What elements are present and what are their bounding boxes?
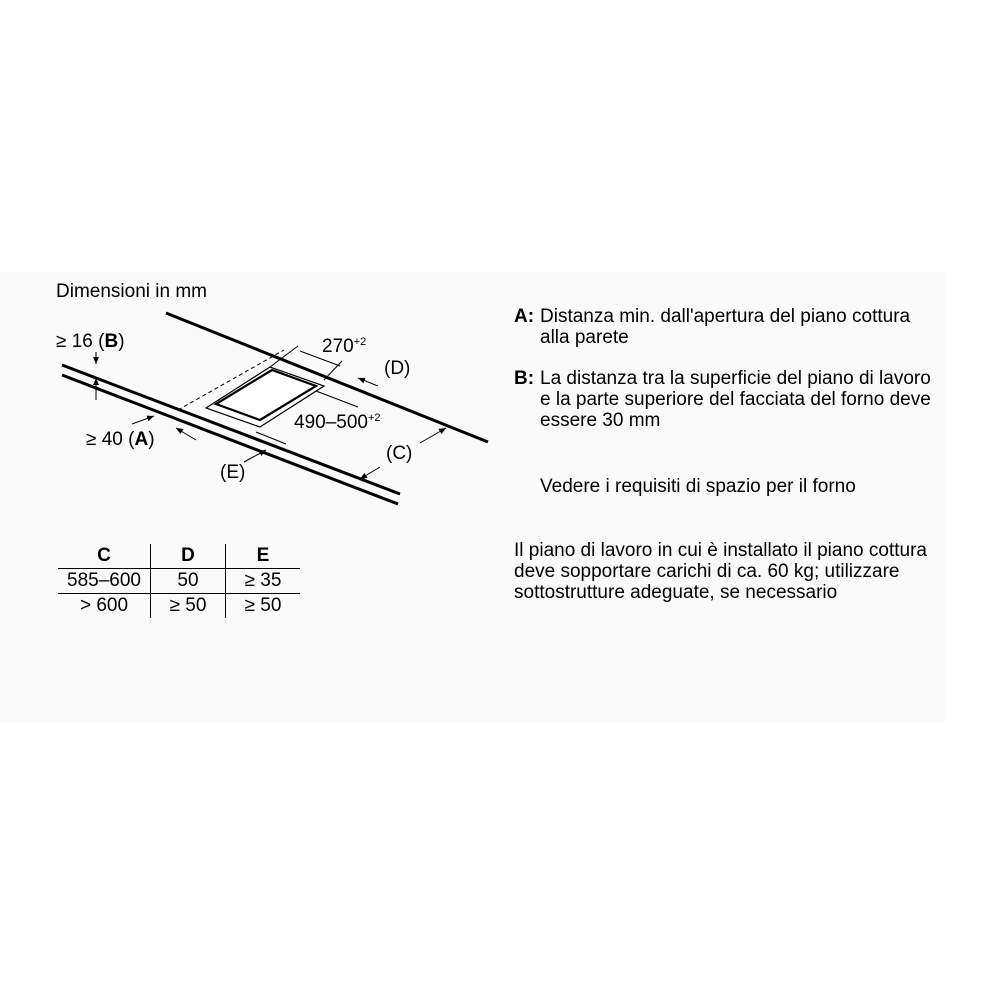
a-close-text: ) <box>148 429 155 450</box>
table-row <box>58 569 300 594</box>
b-key-text: B <box>104 331 119 352</box>
header-d: D <box>151 544 226 569</box>
width-tolerance: +2 <box>367 412 381 424</box>
cell-d: ≥ 50 <box>151 594 226 619</box>
d-arrow <box>358 378 378 386</box>
cell-e: ≥ 50 <box>244 595 282 616</box>
cell-c: > 600 <box>58 594 151 619</box>
legend-text-a: Distanza min. dall'apertura del piano cottura alla parete <box>540 306 911 348</box>
cell-e: ≥ 35 <box>226 569 301 594</box>
header-e: E <box>226 544 301 569</box>
width-value: 490–500 <box>294 412 368 433</box>
d-text: (D) <box>384 358 411 379</box>
load-note: Il piano di lavoro in cui è installato il piano cottura deve sopportare carichi di ca. 60 kg; utilizzare sottostrutture adeguate, se necessario <box>514 540 927 603</box>
label-depth-270 <box>322 336 366 358</box>
b-close-text: ) <box>118 331 125 352</box>
legend-item-b <box>514 368 934 431</box>
e-arrow <box>244 450 266 462</box>
cell-d: 50 <box>151 569 226 594</box>
a-key-text: A <box>134 429 149 450</box>
legend-key-b: B: <box>514 368 535 389</box>
label-width-490-500 <box>294 412 381 434</box>
legend-item-a <box>514 306 934 348</box>
width-dim-line <box>316 391 358 407</box>
oven-space-note: Vedere i requisiti di spazio per il forno <box>540 476 856 497</box>
c-dim-arrow-up <box>420 428 446 443</box>
e-text: (E) <box>220 462 246 483</box>
legend-text-b: La distanza tra la superficie del piano di lavoro e la parte superiore del facciata del forno deve essere 30 mm <box>540 368 931 431</box>
diagram-caption: Dimensioni in mm <box>56 281 207 302</box>
label-c <box>386 443 412 465</box>
a-arrow-right <box>176 428 196 440</box>
label-b-dimension <box>56 331 125 353</box>
dimensions-table <box>58 544 300 618</box>
b-min-text: ≥ 16 ( <box>56 331 105 352</box>
legend <box>514 306 934 451</box>
depth-tolerance: +2 <box>353 336 367 348</box>
header-c: C <box>58 544 151 569</box>
depth-value: 270 <box>322 336 354 357</box>
label-e <box>220 462 245 484</box>
table-header-row <box>58 544 300 569</box>
table-row <box>58 594 300 619</box>
c-dim-arrow-down <box>360 467 380 479</box>
cell-c: 585–600 <box>58 569 151 594</box>
label-d <box>384 358 410 380</box>
legend-key-a: A: <box>514 306 535 327</box>
label-a-dimension <box>86 429 155 451</box>
c-text: (C) <box>386 443 413 464</box>
a-min-text: ≥ 40 ( <box>86 429 135 450</box>
a-arrow-left <box>132 416 154 424</box>
